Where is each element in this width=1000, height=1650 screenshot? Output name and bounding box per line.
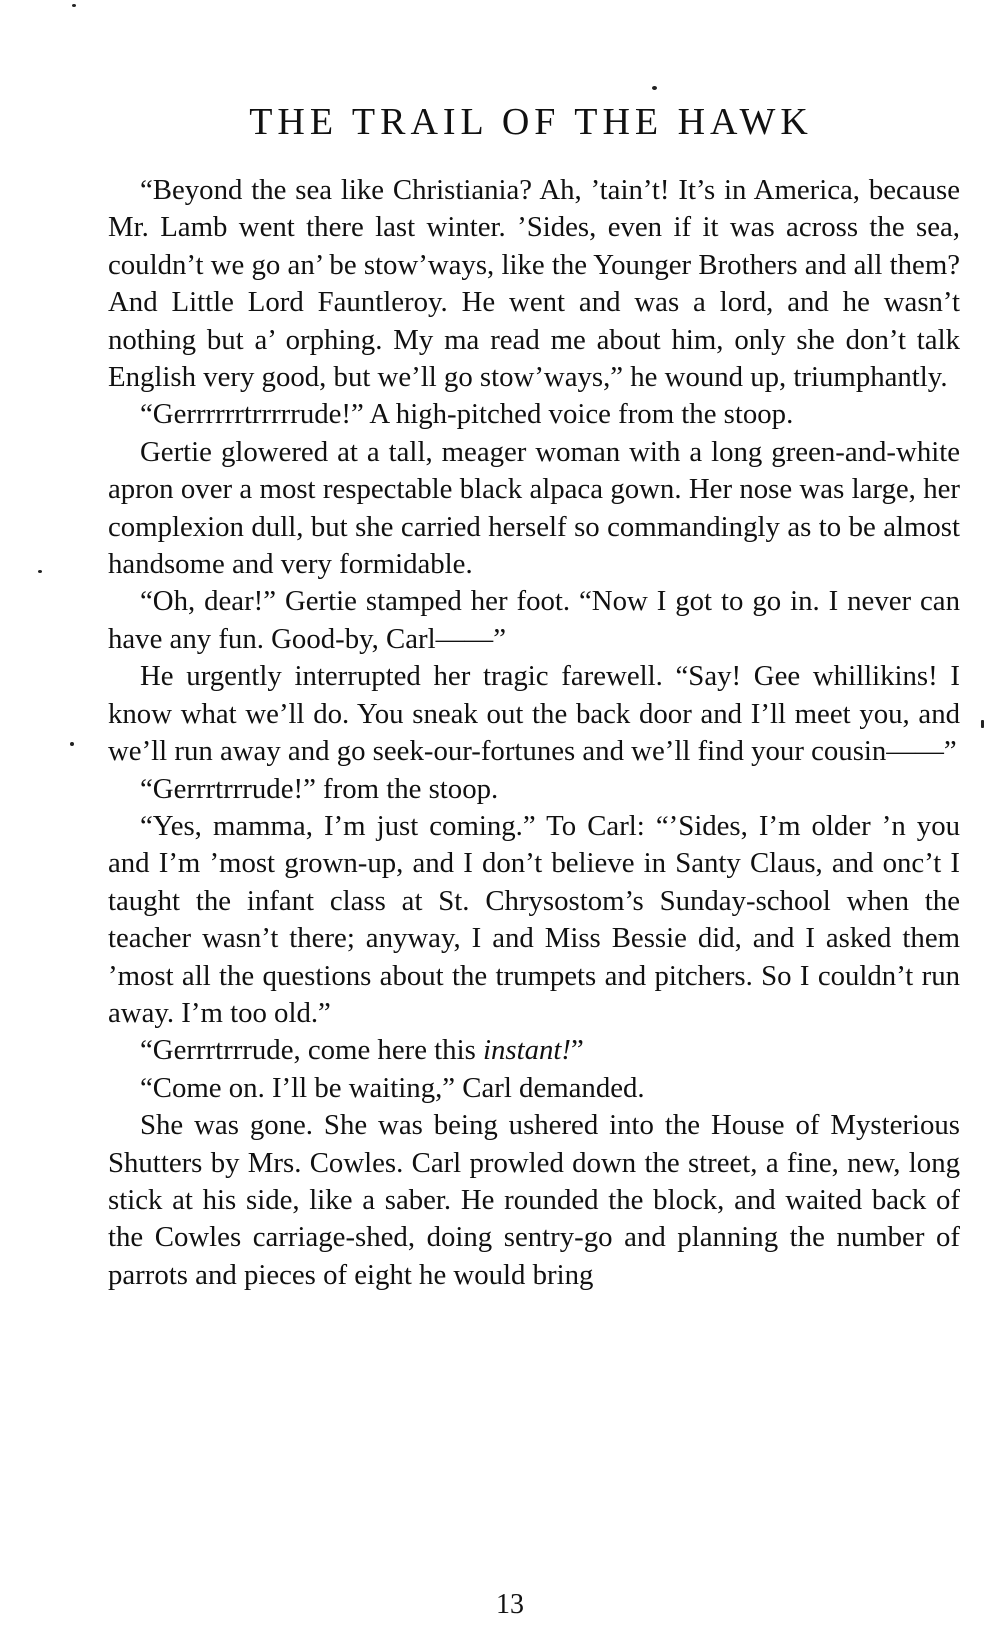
paragraph: “Yes, mamma, I’m just coming.” To Carl: “’Sides, I’m older ’n you and I’m ’most grown-up, and I don’t believe in Santy Claus, and onc’t I taught the infant class at St. Chrysostom’s Sunday-school when the teacher wasn’t there; anyway, I and Miss Bessie did, and I asked them ’most all the questions about the trumpets and pitchers. So I couldn’t run away. I’m too old.” <box>108 809 960 1029</box>
paragraph: “Beyond the sea like Christiania? Ah, ’tain’t! It’s in America, because Mr. Lamb went there last winter. ’Sides, even if it was across the sea, couldn’t we go an’ be stow’ways, like the Younger Brothers and all them? And Little Lord Fauntleroy. He went and was a lord, and he wasn’t nothing but a’ orphing. My ma read me about him, only she don’t talk English very good, but we’ll go stow’ways,” he wound up, triumphantly. <box>108 174 960 394</box>
paragraph: “Gerrrrrrtrrrrrude!” A high-pitched voice from the stoop. <box>140 398 794 431</box>
paragraph: She was gone. She was being ushered into the House of Mysterious Shutters by Mrs. Cowles. Carl prowled down the street, a fine, new, long stick at his side, like a saber. He rounded the block, and waited back of the Cowles carriage-shed, doing sentry-go and planning the number of parrots and pieces of eight he would bring <box>108 1109 960 1291</box>
paragraph: “Gerrrtrrrude!” from the stoop. <box>140 772 499 805</box>
instant-line-before: “Gerrrtrrrude, come here this <box>140 1034 483 1067</box>
body-text <box>108 172 960 1294</box>
running-head: THE TRAIL OF THE HAWK <box>249 101 813 143</box>
print-speck <box>652 86 657 90</box>
instant-line-italic: instant! <box>483 1034 571 1067</box>
instant-line-after: ” <box>571 1034 584 1067</box>
page-number: 13 <box>496 1589 524 1620</box>
print-speck <box>981 720 984 728</box>
print-speck <box>72 4 76 7</box>
paragraph: He urgently interrupted her tragic farewell. “Say! Gee whillikins! I know what we’ll do. You sneak out the back door and I’ll meet you, and we’ll run away and go seek-our-fortunes and we’ll find your cousin——” <box>108 660 960 768</box>
paragraph: “Oh, dear!” Gertie stamped her foot. “Now I got to go in. I never can have any fun. Good-by, Carl——” <box>108 585 960 655</box>
paragraph-instant <box>108 1032 960 1069</box>
paragraph: Gertie glowered at a tall, meager woman with a long green-and-white apron over a most respectable black alpaca gown. Her nose was large, her complexion dull, but she carried herself so commandingly as to be almost handsome and very formidable. <box>108 435 960 581</box>
paragraph: “Come on. I’ll be waiting,” Carl demanded. <box>140 1071 645 1104</box>
print-speck <box>70 742 74 746</box>
print-speck <box>38 570 42 573</box>
